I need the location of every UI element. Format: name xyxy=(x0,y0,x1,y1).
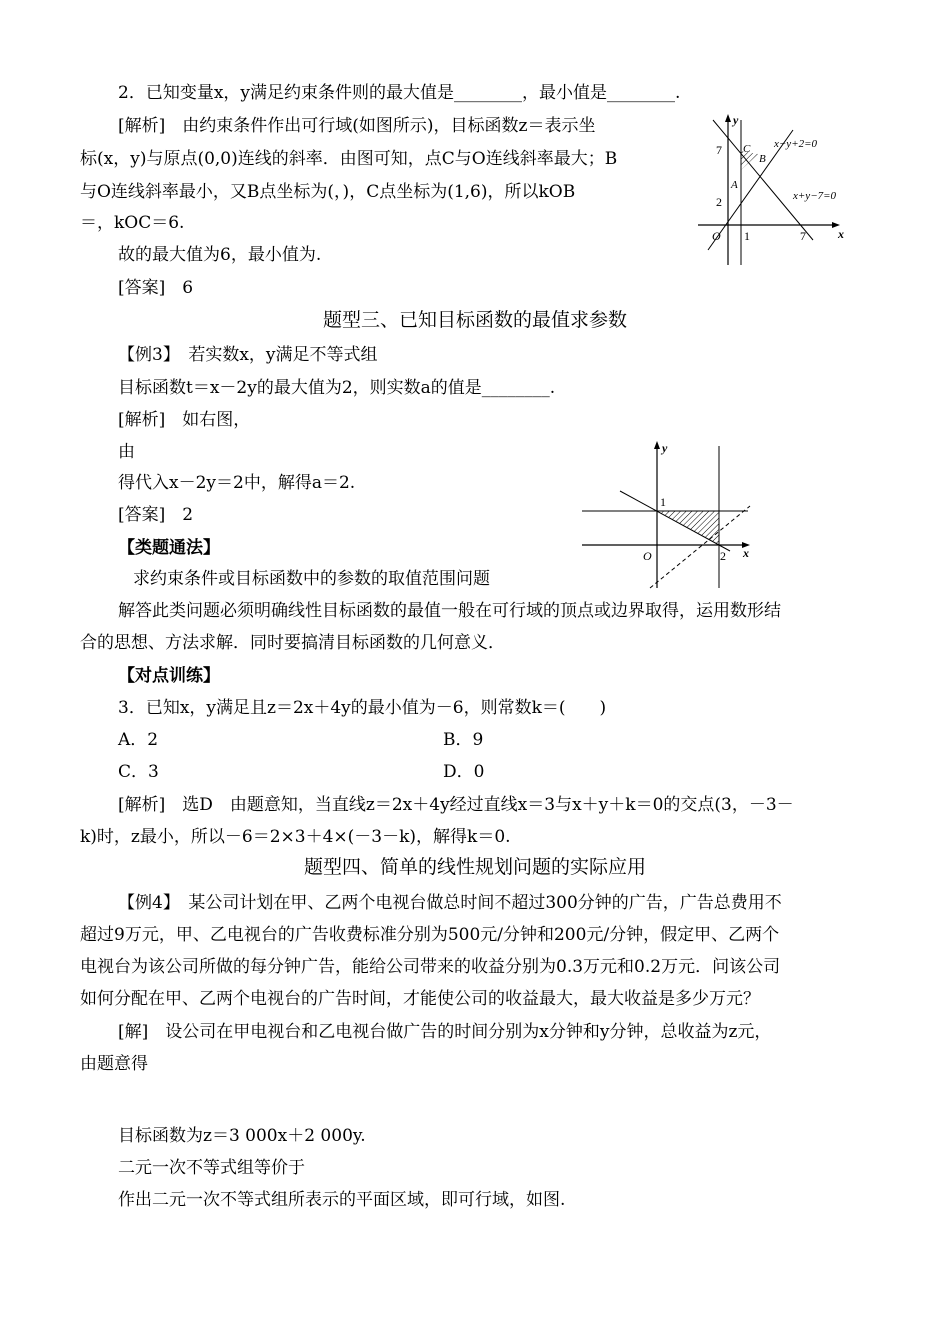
example3-step-from: 由 xyxy=(118,442,135,462)
example4-solution-line1: [解] 设公司在甲电视台和乙电视台做广告的时间分别为x分钟和y分钟，总收益为z元， xyxy=(118,1022,772,1042)
option-d: D．0 xyxy=(443,762,485,782)
fig2-y-label: y xyxy=(662,441,668,455)
problem2-question: 2．已知变量x，y满足约束条件则的最大值是________，最小值是________. xyxy=(118,83,681,103)
method-text-line1: 解答此类问题必须明确线性目标函数的最值一般在可行域的顶点或边界取得，运用数形结 xyxy=(118,601,781,621)
fig1-origin: O xyxy=(712,229,721,243)
example3-analysis: [解析] 如右图， xyxy=(118,410,251,430)
fig2-y-tick-1: 1 xyxy=(660,495,666,509)
y-axis-arrow xyxy=(654,441,660,449)
problem2-analysis-line2: 标(x，y)与原点(0,0)连线的斜率．由图可知，点C与O连线斜率最大；B xyxy=(80,149,618,169)
fig1-point-b: B xyxy=(759,153,766,165)
feasible-region-figure-2 xyxy=(580,436,760,592)
example4-line3: 电视台为该公司所做的每分钟广告，能给公司带来的收益分别为0.3万元和0.2万元．问该公司 xyxy=(80,957,781,977)
example3-answer: [答案] 2 xyxy=(118,505,194,525)
problem2-analysis-line3: 与O连线斜率最小，又B点坐标为(，)，C点坐标为(1,6)，所以kOB xyxy=(80,182,576,202)
problem2-conclusion: 故的最大值为6，最小值为. xyxy=(118,245,322,265)
fig1-x-label: x xyxy=(838,227,844,241)
feasible-region-figure-1 xyxy=(688,110,848,268)
fig1-line1-label: x−y+2=0 xyxy=(774,138,818,150)
problem2-analysis-line1: [解析] 由约束条件作出可行域(如图所示)，目标函数z＝表示坐 xyxy=(118,116,596,136)
example4-objective: 目标函数为z＝3 000x＋2 000y. xyxy=(118,1126,366,1146)
fig1-x-tick-7: 7 xyxy=(800,229,806,243)
problem2-analysis-line4: ＝，kOC＝6. xyxy=(80,213,185,233)
training-question: 3．已知x，y满足且z＝2x＋4y的最小值为－6，则常数k＝( ) xyxy=(118,698,607,718)
example4-solution-line2: 由题意得 xyxy=(80,1054,148,1074)
example3-question: 【例3】 若实数x，y满足不等式组 xyxy=(118,345,378,365)
section-heading-type4: 题型四、简单的线性规划问题的实际应用 xyxy=(303,856,646,878)
option-a: A．2 xyxy=(118,730,159,750)
example3-step-result: 得代入x－2y＝2中，解得a＝2. xyxy=(118,473,356,493)
problem2-answer: [答案] 6 xyxy=(118,278,194,298)
example4-line1: 【例4】 某公司计划在甲、乙两个电视台做总时间不超过300分钟的广告，广告总费用不 xyxy=(118,893,782,913)
option-b: B．9 xyxy=(443,730,484,750)
example4-draw-region: 作出二元一次不等式组所表示的平面区域，即可行域，如图. xyxy=(118,1190,566,1210)
fig1-line2-label: x+y−7=0 xyxy=(793,190,837,202)
training-analysis-line1: [解析] 选D 由题意知，当直线z＝2x＋4y经过直线x＝3与x＋y＋k＝0的交点(3，－3－ xyxy=(118,795,794,815)
fig1-y-label: y xyxy=(733,113,739,127)
example4-line4: 如何分配在甲、乙两个电视台的广告时间，才能使公司的收益最大，最大收益是多少万元？ xyxy=(80,989,760,1009)
example3-objective: 目标函数t＝x－2y的最大值为2，则实数a的值是________. xyxy=(118,378,556,398)
fig2-x-label: x xyxy=(743,546,749,560)
training-title: 【对点训练】 xyxy=(118,666,220,686)
method-title: 【类题通法】 xyxy=(118,538,220,558)
example4-equivalent: 二元一次不等式组等价于 xyxy=(118,1158,305,1178)
fig1-point-a: A xyxy=(731,179,738,191)
fig2-origin: O xyxy=(643,549,652,563)
training-analysis-line2: k)时，z最小，所以－6＝2×3＋4×(－3－k)，解得k＝0. xyxy=(80,827,511,847)
fig1-x-tick-1: 1 xyxy=(744,229,750,243)
fig1-y-tick-7: 7 xyxy=(716,143,722,157)
fig1-y-tick-2: 2 xyxy=(716,195,722,209)
method-text-line2: 合的思想、方法求解．同时要搞清目标函数的几何意义． xyxy=(80,633,505,653)
fig2-x-tick-2: 2 xyxy=(720,549,726,563)
example4-line2: 超过9万元，甲、乙电视台的广告收费标准分别为500元/分钟和200元/分钟，假定甲、乙两个 xyxy=(80,925,780,945)
section-heading-type3: 题型三、已知目标函数的最值求参数 xyxy=(322,309,627,331)
option-c: C．3 xyxy=(118,762,159,782)
y-axis-arrow xyxy=(725,114,731,122)
method-subtitle: 求约束条件或目标函数中的参数的取值范围问题 xyxy=(133,569,490,589)
fig1-point-c: C xyxy=(743,143,751,155)
